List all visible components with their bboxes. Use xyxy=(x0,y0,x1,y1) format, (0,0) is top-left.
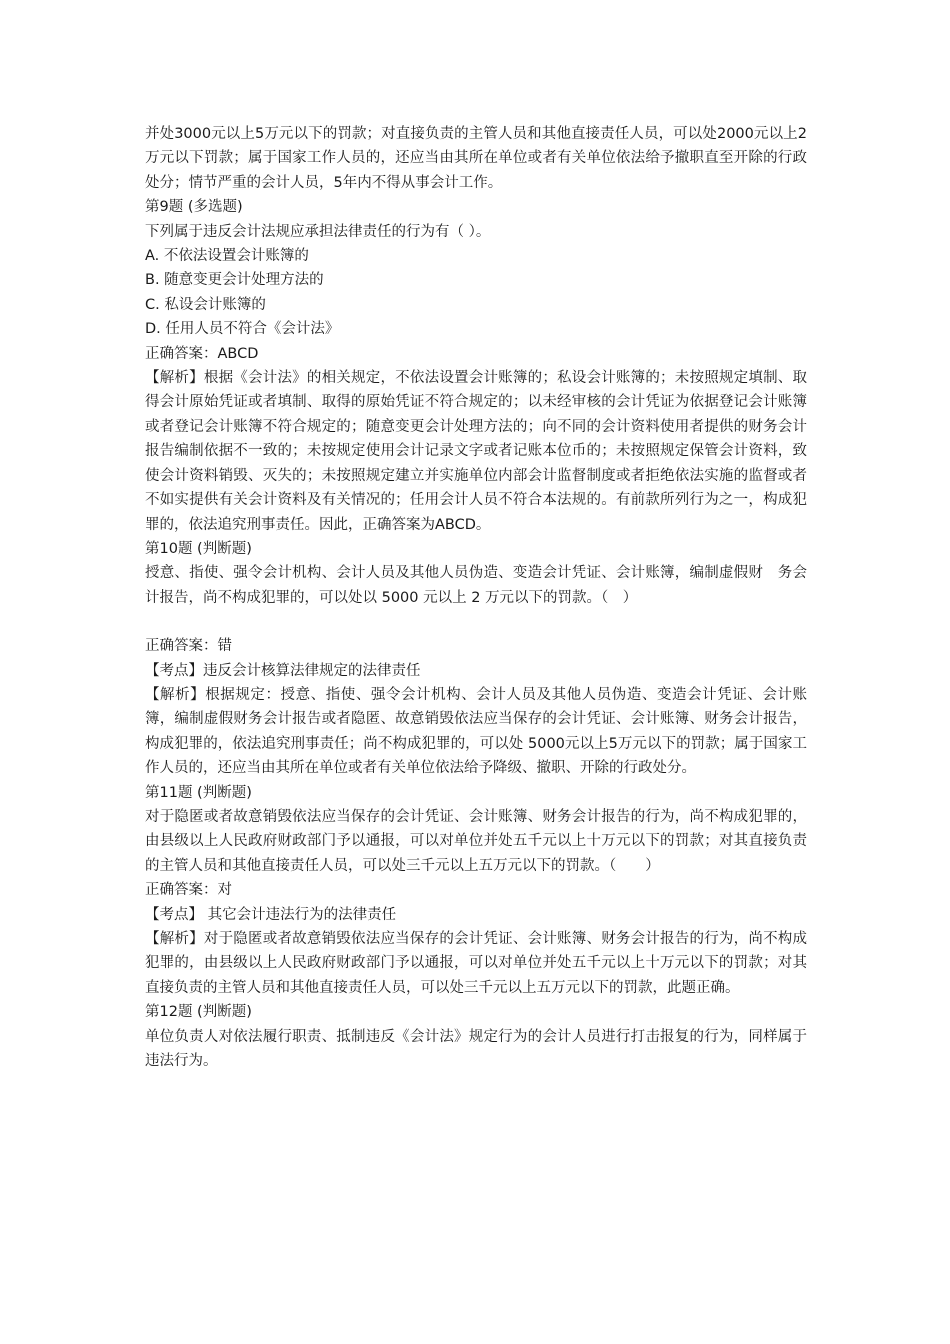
q11-header: 第11题 (判断题) xyxy=(145,784,252,801)
q10-point: 【考点】违反会计核算法律规定的法律责任 xyxy=(145,662,421,679)
q9-stem: 下列属于违反会计法规应承担法律责任的行为有（ ）。 xyxy=(145,223,491,240)
q9-option-b: B. 随意变更会计处理方法的 xyxy=(145,272,324,289)
q9-header: 第9题 (多选题) xyxy=(145,199,243,216)
q11-point: 【考点】 其它会计违法行为的法律责任 xyxy=(145,906,397,923)
q9-analysis: 【解析】根据《会计法》的相关规定，不依法设置会计账簿的；私设会计账簿的；未按照规定填制、取得会计原始凭证或者填制、取得的原始凭证不符合规定的；以未经审核的会计凭证为依据登记会计账簿或者登记会计账簿不符合规定的；随意变更会计处理方法的；向不同的会计资料使用者提供的财务会计报告编制依据不一致的；未按规定使用会计记录文字或者记账本位币的；未按照规定保管会计资料，致使会计资料销毁、灭失的；未按照规定建立并实施单位内部会计监督制度或者拒绝依法实施的监督或者不如实提供有关会计资料及有关情况的；任用会计人员不符合本法规的。有前款所列行为之一，构成犯罪的，依法追究刑事责任。因此，正确答案为ABCD。 xyxy=(145,370,807,533)
q9-option-d: D. 任用人员不符合《会计法》 xyxy=(145,321,340,338)
q10-analysis: 【解析】根据规定：授意、指使、强令会计机构、会计人员及其他人员伪造、变造会计凭证、会计账簿，编制虚假财务会计报告或者隐匿、故意销毁依法应当保存的会计凭证、会计账簿、财务会计报告，构成犯罪的，依法追究刑事责任；尚不构成犯罪的，可以处 5000元以上5万元以下的罚款；属于国家工作人员的，还应当由其所在单位或者有关单位依法给予降级、撤职、开除的行政处分。 xyxy=(145,686,807,777)
q9-option-c: C. 私设会计账簿的 xyxy=(145,296,266,313)
document-page xyxy=(145,122,807,1073)
q9-option-a: A. 不依法设置会计账簿的 xyxy=(145,248,309,265)
q9-answer: 正确答案：ABCD xyxy=(145,345,259,362)
q11-analysis: 【解析】对于隐匿或者故意销毁依法应当保存的会计凭证、会计账簿、财务会计报告的行为，尚不构成犯罪的，由县级以上人民政府财政部门予以通报，可以对单位并处五千元以上十万元以下的罚款；对其直接负责的主管人员和其他直接责任人员，可以处三千元以上五万元以下的罚款，此题正确。 xyxy=(145,931,807,996)
q12-stem: 单位负责人对依法履行职责、抵制违反《会计法》规定行为的会计人员进行打击报复的行为，同样属于违法行为。 xyxy=(145,1028,807,1070)
q11-stem: 对于隐匿或者故意销毁依法应当保存的会计凭证、会计账簿、财务会计报告的行为，尚不构成犯罪的，由县级以上人民政府财政部门予以通报，可以对单位并处五千元以上十万元以下的罚款；对其直接负责的主管人员和其他直接责任人员，可以处三千元以上五万元以下的罚款。（ ） xyxy=(145,808,807,874)
q11-answer: 正确答案：对 xyxy=(145,882,232,899)
q10-stem: 授意、指使、强令会计机构、会计人员及其他人员伪造、变造会计凭证、会计账簿，编制虚假财 务会计报告，尚不构成犯罪的，可以处以 5000 元以上 2 万元以下的罚款。（ ） xyxy=(145,565,807,606)
q10-header: 第10题 (判断题) xyxy=(145,540,252,557)
continuation-text: 并处3000元以上5万元以下的罚款；对直接负责的主管人员和其他直接责任人员，可以处2000元以上2万元以下罚款；属于国家工作人员的，还应当由其所在单位或者有关单位依法给予撤职直至开除的行政处分；情节严重的会计人员，5年内不得从事会计工作。 xyxy=(145,126,807,191)
q12-header: 第12题 (判断题) xyxy=(145,1004,252,1021)
q10-answer: 正确答案：错 xyxy=(145,638,232,655)
blank-line xyxy=(145,610,807,634)
